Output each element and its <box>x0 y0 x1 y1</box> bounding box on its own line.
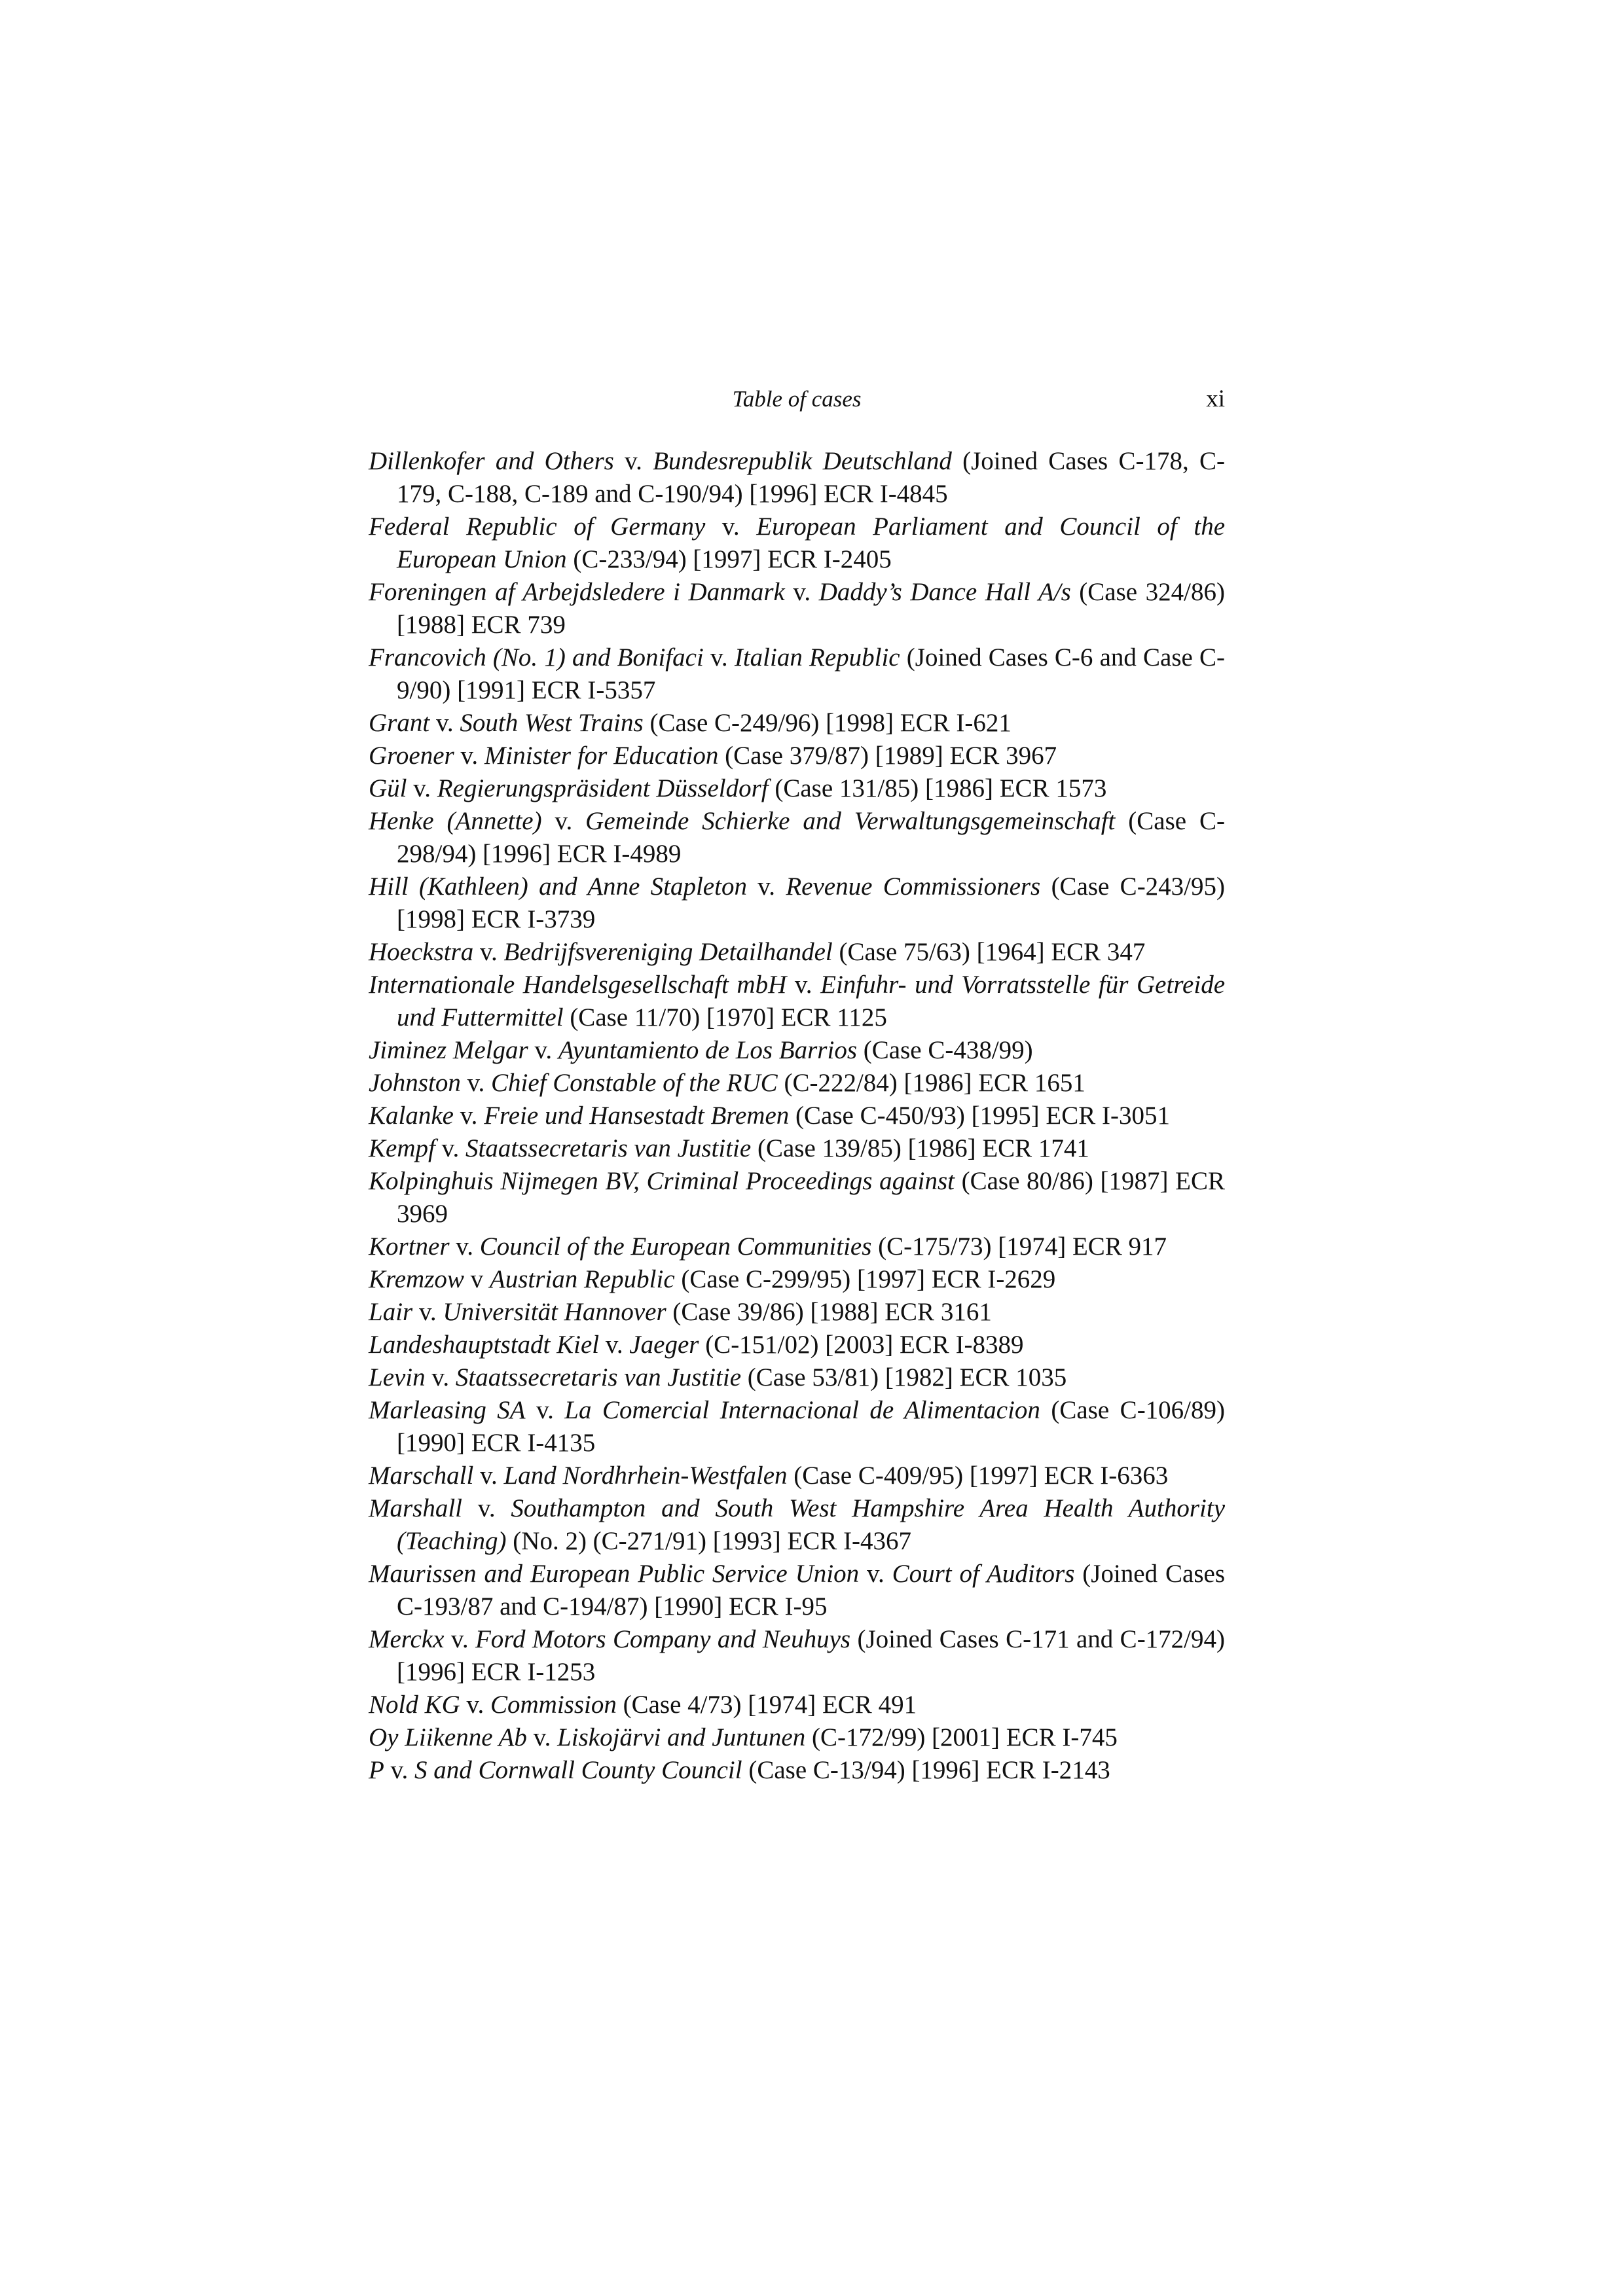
case-party-name: Lair <box>369 1298 413 1326</box>
case-entry <box>369 805 1225 870</box>
case-entry <box>369 1329 1225 1361</box>
case-citation-text: (Joined Cases C-6 and Case C-9/90) [1991] ECR I-5357 <box>397 643 1226 704</box>
case-entry <box>369 1394 1225 1460</box>
case-entry <box>369 641 1225 707</box>
case-entry <box>369 445 1225 511</box>
case-entry <box>369 576 1225 641</box>
case-citation-text: (Case 11/70) [1970] ECR 1125 <box>563 1003 887 1031</box>
case-entry <box>369 1623 1225 1689</box>
case-citation-text: v. <box>429 709 460 737</box>
case-party-name: Levin <box>369 1363 426 1391</box>
case-party-name: Italian Republic <box>734 643 900 672</box>
case-party-name: Minister for Education <box>484 742 719 770</box>
case-citation-text: (Case C-299/95) [1997] ECR I-2629 <box>674 1265 1056 1293</box>
case-citation-text: (Case C-249/96) [1998] ECR I-621 <box>643 709 1012 737</box>
case-entry <box>369 740 1225 772</box>
page-number: xi <box>1206 386 1225 412</box>
case-party-name: Staatssecretaris van Justitie <box>465 1134 752 1162</box>
case-citation-text: v. <box>449 1232 480 1261</box>
case-citation-text: (Case 75/63) [1964] ECR 347 <box>832 938 1146 966</box>
case-party-name: Southampton and South West Hampshire Area Health Authority (Teaching) <box>397 1494 1226 1555</box>
case-entry <box>369 969 1225 1034</box>
case-party-name: Gemeinde Schierke and Verwaltungsgemeinschaft <box>585 807 1116 835</box>
case-entry <box>369 511 1225 576</box>
case-citation-text: v. <box>473 938 504 966</box>
case-party-name: Marshall <box>369 1494 463 1522</box>
case-citation-text: v. <box>453 1102 484 1130</box>
case-party-name: Groener <box>369 742 454 770</box>
case-citation-text: v. <box>525 1396 565 1424</box>
case-party-name: Jaeger <box>629 1331 699 1359</box>
case-party-name: Council of the European Communities <box>479 1232 872 1261</box>
case-citation-text: v. <box>407 774 437 802</box>
case-party-name: Ayuntamiento de Los Barrios <box>558 1036 858 1064</box>
case-party-name: Johnston <box>369 1069 461 1097</box>
case-citation-text: v. <box>599 1331 630 1359</box>
case-party-name: S and Cornwall County Council <box>414 1756 742 1784</box>
case-entry <box>369 1558 1225 1623</box>
case-citation-text: v. <box>859 1560 892 1588</box>
case-citation-text: v. <box>384 1756 415 1784</box>
case-entry <box>369 1132 1225 1165</box>
case-party-name: Kremzow <box>369 1265 464 1293</box>
case-entry <box>369 1721 1225 1754</box>
case-citation-text: (C-151/02) [2003] ECR I-8389 <box>699 1331 1024 1359</box>
case-citation-text: (Case C-106/89) [1990] ECR I-4135 <box>397 1396 1226 1457</box>
case-party-name: Landeshauptstadt Kiel <box>369 1331 600 1359</box>
case-party-name: Revenue Commissioners <box>786 872 1041 901</box>
case-entry <box>369 1296 1225 1329</box>
case-party-name: Foreningen af Arbejdsledere i Danmark <box>369 578 785 606</box>
case-citation-text: (C-233/94) [1997] ECR I-2405 <box>566 545 892 573</box>
case-party-name: Oy Liikenne Ab <box>369 1723 527 1751</box>
case-party-name: Maurissen and European Public Service Union <box>369 1560 860 1588</box>
case-citation-text: v. <box>454 742 484 770</box>
case-citation-text: (Case 4/73) [1974] ECR 491 <box>616 1691 917 1719</box>
case-party-name: Einfuhr- und Vorratsstelle für Getreide und Futtermittel <box>397 971 1226 1031</box>
case-party-name: Internationale Handelsgesellschaft mbH <box>369 971 787 999</box>
case-citation-text: v. <box>460 1069 492 1097</box>
case-citation-text: (Case C-13/94) [1996] ECR I-2143 <box>742 1756 1110 1784</box>
case-party-name: Kempf <box>369 1134 435 1162</box>
case-party-name: Jiminez Melgar <box>369 1036 528 1064</box>
case-party-name: Henke (Annette) <box>369 807 542 835</box>
case-party-name: Kalanke <box>369 1102 454 1130</box>
running-title: Table of cases <box>732 386 862 412</box>
case-entry <box>369 707 1225 740</box>
case-party-name: Ford Motors Company and Neuhuys <box>475 1625 851 1653</box>
case-citation-text: (Case 80/86) [1987] ECR 3969 <box>397 1167 1225 1228</box>
case-citation-text: v. <box>528 1036 558 1064</box>
case-citation-text: v <box>464 1265 490 1293</box>
case-party-name: P <box>369 1756 384 1784</box>
case-citation-text: (C-175/73) [1974] ECR 917 <box>871 1232 1167 1261</box>
case-citation-text: (Case 53/81) [1982] ECR 1035 <box>741 1363 1067 1391</box>
case-party-name: South West Trains <box>460 709 644 737</box>
case-citation-text: v. <box>541 807 586 835</box>
case-party-name: Staatssecretaris van Justitie <box>455 1363 742 1391</box>
case-party-name: Land Nordhrhein-Westfalen <box>503 1462 788 1490</box>
case-entry <box>369 936 1225 969</box>
case-party-name: Austrian Republic <box>489 1265 675 1293</box>
case-citation-text: v. <box>473 1462 504 1490</box>
case-citation-text: (Case 139/85) [1986] ECR 1741 <box>751 1134 1089 1162</box>
case-party-name: Commission <box>490 1691 617 1719</box>
case-entry <box>369 1165 1225 1230</box>
table-of-cases-list <box>369 445 1225 1787</box>
case-party-name: Francovich (No. 1) and Bonifaci <box>369 643 704 672</box>
case-citation-text: (Case 379/87) [1989] ECR 3967 <box>718 742 1057 770</box>
case-party-name: European Parliament and Council of the European Union <box>397 512 1225 573</box>
case-citation-text: (Case C-450/93) [1995] ECR I-3051 <box>789 1102 1170 1130</box>
case-entry <box>369 1100 1225 1132</box>
case-party-name: Bedrijfsvereniging Detailhandel <box>503 938 833 966</box>
case-citation-text: (C-222/84) [1986] ECR 1651 <box>777 1069 1085 1097</box>
case-entry <box>369 1460 1225 1492</box>
case-citation-text: (Joined Cases C-171 and C-172/94) [1996] ECR I-1253 <box>397 1625 1225 1686</box>
case-citation-text: v. <box>412 1298 443 1326</box>
case-party-name: Nold KG <box>369 1691 460 1719</box>
case-party-name: Bundesrepublik Deutschland <box>653 447 952 475</box>
case-party-name: Marleasing SA <box>369 1396 526 1424</box>
case-entry <box>369 772 1225 805</box>
case-entry <box>369 1361 1225 1394</box>
case-citation-text: (Case C-409/95) [1997] ECR I-6363 <box>787 1462 1169 1490</box>
case-party-name: Regierungspräsident Düsseldorf <box>437 774 769 802</box>
case-citation-text: v. <box>746 872 786 901</box>
running-head <box>369 383 1225 416</box>
case-party-name: Liskojärvi and Juntunen <box>557 1723 806 1751</box>
case-entry <box>369 1034 1225 1067</box>
case-citation-text: (Case 39/86) [1988] ECR 3161 <box>666 1298 992 1326</box>
case-citation-text: (Case C-298/94) [1996] ECR I-4989 <box>397 807 1225 868</box>
case-party-name: Dillenkofer and Others <box>369 447 614 475</box>
case-citation-text: (Case 131/85) [1986] ECR 1573 <box>768 774 1107 802</box>
case-entry <box>369 1689 1225 1721</box>
case-party-name: Kolpinghuis Nijmegen BV, Criminal Proceedings against <box>369 1167 955 1195</box>
case-party-name: Gül <box>369 774 407 802</box>
case-citation-text: (Joined Cases C-193/87 and C-194/87) [1990] ECR I-95 <box>397 1560 1225 1621</box>
case-party-name: Hoeckstra <box>369 938 474 966</box>
case-citation-text: (Case C-438/99) <box>857 1036 1033 1064</box>
case-entry <box>369 1263 1225 1296</box>
case-citation-text: v. <box>462 1494 511 1522</box>
case-citation-text: (C-172/99) [2001] ECR I-745 <box>805 1723 1118 1751</box>
case-entry <box>369 1067 1225 1100</box>
case-party-name: Grant <box>369 709 430 737</box>
case-party-name: Chief Constable of the RUC <box>491 1069 778 1097</box>
case-citation-text: v. <box>435 1134 466 1162</box>
case-citation-text: v. <box>425 1363 456 1391</box>
case-party-name: Freie und Hansestadt Bremen <box>484 1102 790 1130</box>
case-party-name: Kortner <box>369 1232 450 1261</box>
case-party-name: Merckx <box>369 1625 445 1653</box>
case-party-name: La Comercial Internacional de Alimentacion <box>564 1396 1040 1424</box>
case-citation-text: v. <box>786 971 821 999</box>
case-citation-text: v. <box>705 512 757 541</box>
case-citation-text: (Joined Cases C-178, C-179, C-188, C-189 and C-190/94) [1996] ECR I-4845 <box>397 447 1226 508</box>
case-entry <box>369 1754 1225 1787</box>
case-entry <box>369 1230 1225 1263</box>
case-citation-text: v. <box>613 447 653 475</box>
case-citation-text: (Case 324/86) [1988] ECR 739 <box>397 578 1225 639</box>
case-citation-text: (No. 2) (C-271/91) [1993] ECR I-4367 <box>506 1527 912 1555</box>
case-entry <box>369 1492 1225 1558</box>
case-citation-text: (Case C-243/95) [1998] ECR I-3739 <box>397 872 1226 933</box>
case-party-name: Marschall <box>369 1462 474 1490</box>
case-entry <box>369 870 1225 936</box>
case-party-name: Court of Auditors <box>892 1560 1075 1588</box>
case-citation-text: v. <box>444 1625 475 1653</box>
case-party-name: Universität Hannover <box>443 1298 666 1326</box>
case-citation-text: v. <box>526 1723 558 1751</box>
case-party-name: Daddy’s Dance Hall A/s <box>818 578 1071 606</box>
case-party-name: Hill (Kathleen) and Anne Stapleton <box>369 872 747 901</box>
case-citation-text: v. <box>460 1691 490 1719</box>
case-party-name: Federal Republic of Germany <box>369 512 706 541</box>
case-citation-text: v. <box>784 578 819 606</box>
case-citation-text: v. <box>703 643 735 672</box>
